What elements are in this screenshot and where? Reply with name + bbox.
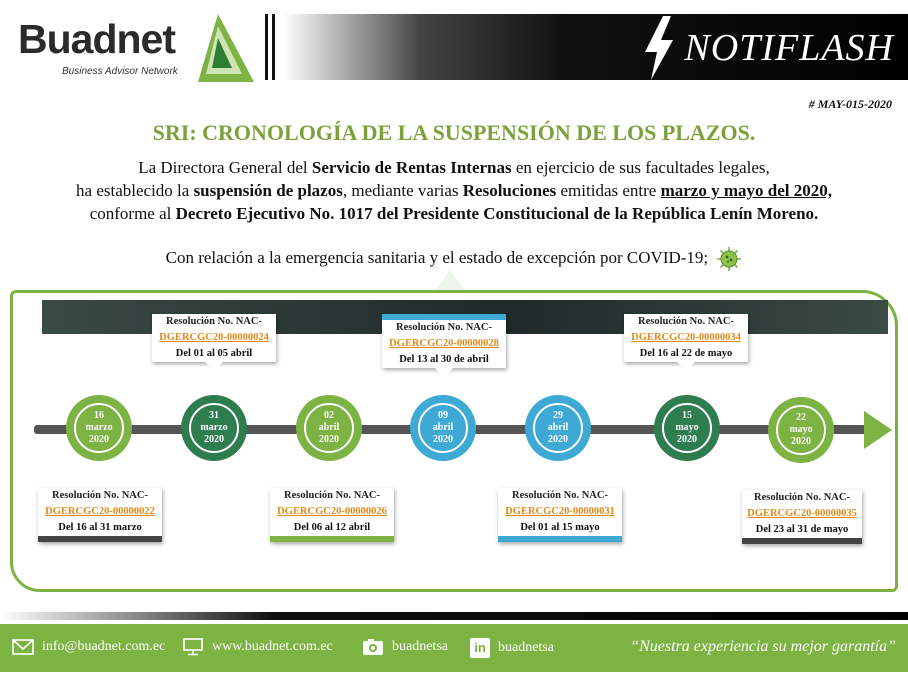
resolution-callout: Resolución No. NAC- DGERCGC20-00000035 Del 23 al 31 de mayo xyxy=(742,490,862,544)
footer-divider xyxy=(0,612,908,620)
footer-email[interactable] xyxy=(12,638,165,656)
resolution-code: DGERCGC20-00000024 xyxy=(159,332,269,343)
footer-bar xyxy=(0,624,908,672)
header-divider xyxy=(265,14,279,80)
resolution-callout: Resolución No. NAC- DGERCGC20-00000026 Del 06 al 12 abril xyxy=(270,488,394,542)
resolution-code: DGERCGC20-00000031 xyxy=(505,506,615,517)
timeline-node: 29 abril 2020 xyxy=(525,395,591,461)
resolution-code: DGERCGC20-00000034 xyxy=(631,332,741,343)
resolution-code: DGERCGC20-00000035 xyxy=(747,508,857,519)
lightning-bolt-icon xyxy=(639,16,679,80)
resolution-callout: Resolución No. NAC- DGERCGC20-00000024 Del 01 al 05 abril xyxy=(152,314,276,362)
instagram-handle[interactable]: buadnetsa xyxy=(392,639,448,654)
timeline-node: 22 mayo 2020 xyxy=(768,397,834,463)
linkedin-icon: in xyxy=(470,638,490,658)
context-line: Con relación a la emergencia sanitaria y el estado de excepción por COVID-19; xyxy=(0,246,908,272)
bulletin-reference: # MAY-015-2020 xyxy=(808,97,892,111)
timeline-node: 09 abril 2020 xyxy=(410,395,476,461)
logo-wordmark: Buadnet xyxy=(18,16,175,62)
resolution-code: DGERCGC20-00000028 xyxy=(389,338,499,349)
resolution-callout: Resolución No. NAC- DGERCGC20-00000028 Del 13 al 30 de abril xyxy=(382,314,506,368)
banner-title: NOTIFLASH xyxy=(684,27,894,69)
logo-tagline: Business Advisor Network xyxy=(62,66,178,77)
footer-linkedin[interactable] xyxy=(470,638,554,658)
page-title: SRI: CRONOLOGÍA DE LA SUSPENSIÓN DE LOS PLAZOS. xyxy=(152,120,756,145)
footer-web[interactable] xyxy=(182,638,333,656)
linkedin-handle[interactable]: buadnetsa xyxy=(498,640,554,655)
mail-icon xyxy=(12,638,34,656)
footer-slogan: “Nuestra experiencia su mejor garantía” xyxy=(630,638,896,655)
timeline-node: 16 marzo 2020 xyxy=(66,395,132,461)
virus-icon xyxy=(716,246,742,272)
website-link[interactable]: www.buadnet.com.ec xyxy=(212,639,333,654)
resolution-code: DGERCGC20-00000026 xyxy=(277,506,387,517)
timeline-node: 02 abril 2020 xyxy=(296,395,362,461)
resolution-callout: Resolución No. NAC- DGERCGC20-00000022 Del 16 al 31 marzo xyxy=(38,488,162,542)
resolution-callout: Resolución No. NAC- DGERCGC20-00000031 Del 01 al 15 mayo xyxy=(498,488,622,542)
timeline-node: 15 mayo 2020 xyxy=(654,395,720,461)
timeline-arrow-icon xyxy=(864,411,892,449)
logo-triangle-icon xyxy=(196,12,256,84)
resolution-callout: Resolución No. NAC- DGERCGC20-00000034 Del 16 al 22 de mayo xyxy=(624,314,748,362)
monitor-icon xyxy=(182,638,204,656)
resolution-code: DGERCGC20-00000022 xyxy=(45,506,155,517)
intro-paragraph: La Directora General del Servicio de Rentas Internas en ejercicio de sus facultades legales, ha establecido la suspensión de plazos, mediante varias Resoluciones emitidas entre marzo y mayo del 2020, conforme al Decreto Ejecutivo No. 1017 del Presidente Constitucional de la República Lenín Moreno. xyxy=(76,158,832,223)
buadnet-logo xyxy=(18,12,258,82)
timeline-node: 31 marzo 2020 xyxy=(181,395,247,461)
email-link[interactable]: info@buadnet.com.ec xyxy=(42,639,166,654)
notiflash-banner xyxy=(283,14,908,80)
camera-icon xyxy=(362,638,384,656)
footer-instagram[interactable] xyxy=(362,638,448,656)
